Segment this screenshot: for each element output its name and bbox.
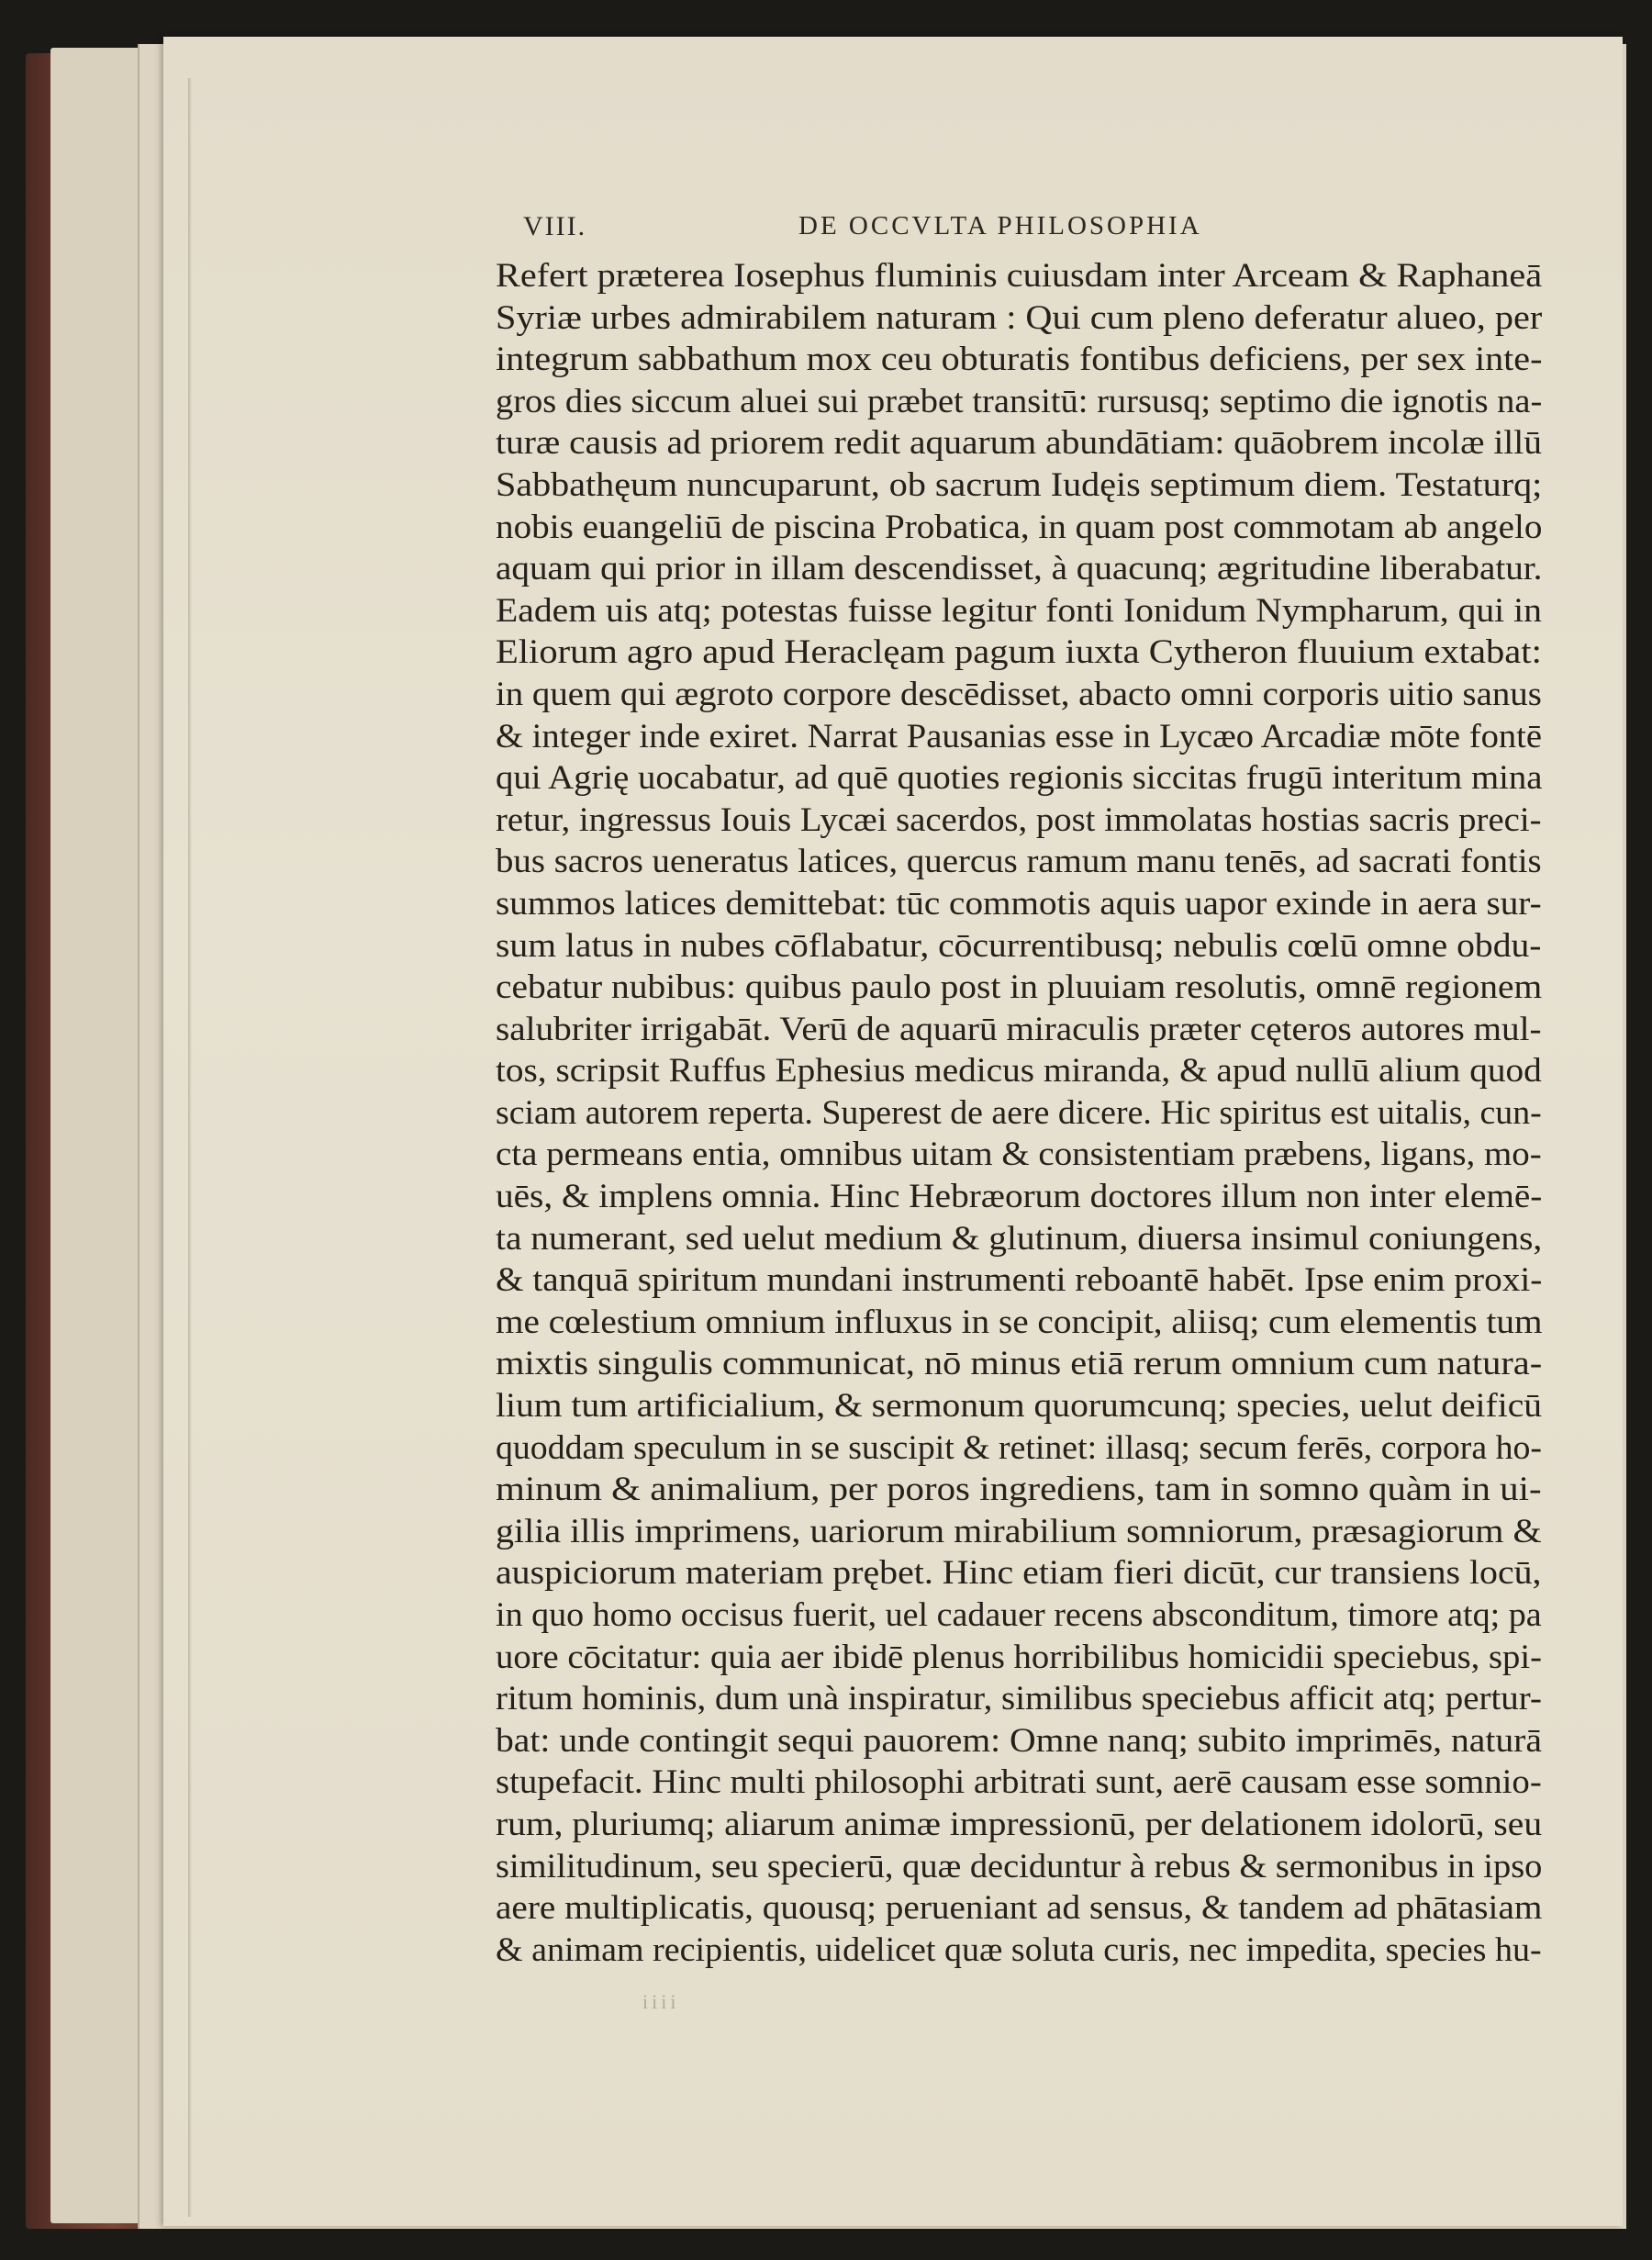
- text-line: lium tum artificialium, & sermonum quorumcunq; species, uelut deificū: [496, 1387, 1542, 1426]
- text-line: gros dies siccum aluei sui præbet transitū: rursusq; septimo die ignotis na-: [496, 382, 1542, 420]
- text-line: turæ causis ad priorem redit aquarum abundātiam: quāobrem incolæ illū: [496, 424, 1542, 463]
- text-line: salubriter irrigabāt. Verū de aquarū miraculis præter cęteros autores mul-: [496, 1010, 1542, 1048]
- text-line: me cœlestium omnium influxus in se concipit, aliisq; cum elementis tum: [496, 1303, 1542, 1341]
- text-line: in quo homo occisus fuerit, uel cadauer recens absconditum, timore atq; pa: [496, 1596, 1542, 1634]
- text-line: qui Agrię uocabatur, ad quē quoties regionis siccitas frugū interitum mina: [496, 759, 1542, 798]
- body-text: [496, 255, 1542, 1971]
- text-line: bat: unde contingit sequi pauorem: Omne nanq; subito imprimēs, naturā: [496, 1721, 1542, 1760]
- signature-mark: iiii: [642, 1990, 680, 2013]
- text-line: minum & animalium, per poros ingrediens, tam in somno quàm in ui-: [496, 1471, 1542, 1509]
- running-head: [523, 211, 1579, 248]
- text-line: aquam qui prior in illam descendisset, à quacunq; ægritudine liberabatur.: [496, 550, 1542, 588]
- page-folio: VIII.: [523, 211, 587, 241]
- text-line: similitudinum, seu specierū, quæ deciduntur à rebus & sermonibus in ipso: [496, 1847, 1542, 1885]
- text-line: integrum sabbathum mox ceu obturatis fontibus deficiens, per sex inte-: [496, 341, 1542, 379]
- text-line: summos latices demittebat: tūc commotis aquis uapor exinde in aera sur-: [496, 884, 1542, 923]
- text-line: in quem qui ægroto corpore descēdisset, abacto omni corporis uitio sanus: [496, 675, 1542, 713]
- text-line: stupefacit. Hinc multi philosophi arbitrati sunt, aerē causam esse somnio-: [496, 1763, 1542, 1802]
- text-line: cebatur nubibus: quibus paulo post in pluuiam resolutis, omnē regionem: [496, 968, 1542, 1007]
- text-line: & tanquā spiritum mundani instrumenti reboantē habēt. Ipse enim proxi-: [496, 1261, 1542, 1300]
- text-line: gilia illis imprimens, uariorum mirabilium somniorum, præsagiorum &: [496, 1512, 1542, 1550]
- text-line: sum latus in nubes cōflabatur, cōcurrentibusq; nebulis cœlū omne obdu-: [496, 926, 1542, 965]
- text-line: Eadem uis atq; potestas fuisse legitur fonti Ionidum Nympharum, qui in: [496, 591, 1542, 630]
- page-fold: [188, 78, 192, 2217]
- text-line: ta numerant, sed uelut medium & glutinum, diuersa insimul coniungens,: [496, 1219, 1542, 1258]
- text-line: & integer inde exiret. Narrat Pausanias esse in Lycæo Arcadiæ mōte fontē: [496, 717, 1542, 755]
- text-line: ritum hominis, dum unà inspiratur, similibus speciebus afficit atq; pertur-: [496, 1680, 1542, 1718]
- text-line: Eliorum agro apud Heraclęam pagum iuxta Cytheron fluuium extabat:: [496, 633, 1542, 672]
- text-line: bus sacros ueneratus latices, quercus ramum manu tenēs, ad sacrati fontis: [496, 843, 1542, 881]
- text-line: tos, scripsit Ruffus Ephesius medicus miranda, & apud nullū alium quod: [496, 1052, 1542, 1091]
- text-line: auspiciorum materiam prębet. Hinc etiam fieri dicūt, cur transiens locū,: [496, 1554, 1542, 1593]
- text-line: uēs, & implens omnia. Hinc Hebræorum doctores illum non inter elemē-: [496, 1178, 1542, 1216]
- text-line: rum, pluriumq; aliarum animæ impressionū, per delationem idolorū, seu: [496, 1805, 1542, 1843]
- text-line: uore cōcitatur: quia aer ibidē plenus horribilibus homicidii speciebus, spi-: [496, 1638, 1542, 1676]
- text-line: mixtis singulis communicat, nō minus etiā rerum omnium cum natura-: [496, 1345, 1542, 1383]
- text-line: & animam recipientis, uidelicet quæ soluta curis, nec impedita, species hu-: [496, 1930, 1542, 1969]
- text-line: cta permeans entia, omnibus uitam & consistentiam præbens, ligans, mo-: [496, 1136, 1542, 1174]
- running-title: DE OCCVLTA PHILOSOPHIA: [798, 211, 1202, 241]
- text-line: aere multiplicatis, quousq; perueniant ad sensus, & tandem ad phātasiam: [496, 1889, 1542, 1928]
- text-line: Syriæ urbes admirabilem naturam : Qui cum pleno deferatur alueo, per: [496, 298, 1542, 337]
- text-line: Sabbathęum nuncuparunt, ob sacrum Iudęis septimum diem. Testaturq;: [496, 465, 1542, 504]
- text-line: Refert præterea Iosephus fluminis cuiusdam inter Arceam & Raphaneā: [496, 257, 1542, 295]
- text-line: nobis euangeliū de piscina Probatica, in quam post commotam ab angelo: [496, 508, 1542, 546]
- text-line: quoddam speculum in se suscipit & retinet: illasq; secum ferēs, corpora ho-: [496, 1428, 1542, 1467]
- text-line: retur, ingressus Iouis Lycæi sacerdos, post immolatas hostias sacris preci-: [496, 800, 1542, 839]
- text-line: sciam autorem reperta. Superest de aere dicere. Hic spiritus est uitalis, cun-: [496, 1093, 1542, 1132]
